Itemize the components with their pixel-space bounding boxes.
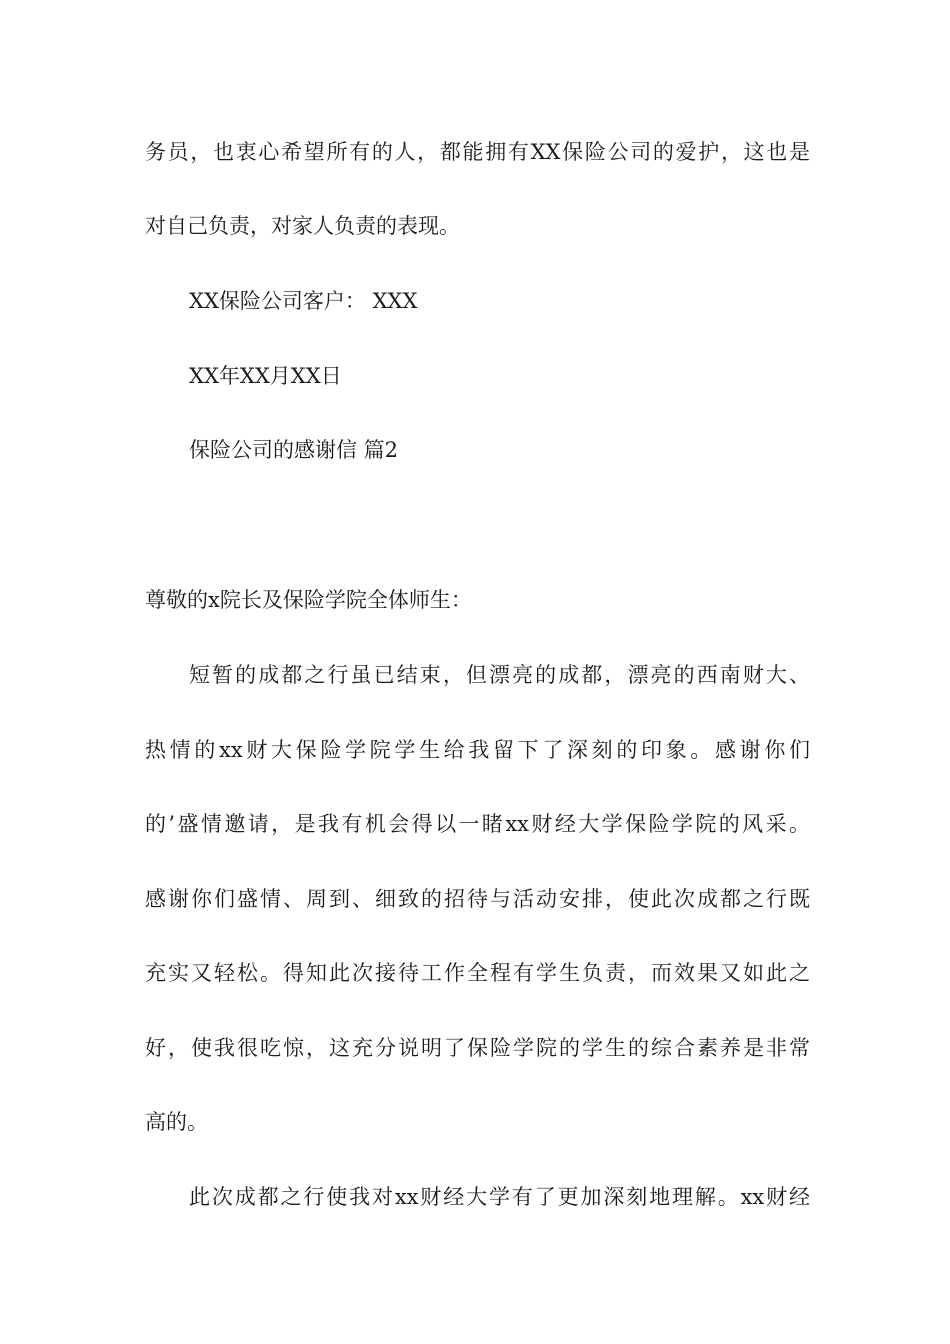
text-line: 充实又轻松。得知此次接待工作全程有学生负责，而效果又如此之 (145, 961, 810, 985)
text-line: 对自己负责，对家人负责的表现。 (145, 214, 460, 238)
salutation: 尊敬的x院长及保险学院全体师生： (145, 588, 472, 612)
section-title: 保险公司的感谢信 篇2 (189, 438, 399, 462)
signature-date: XX年XX月XX日 (189, 364, 342, 388)
text-line: 短暂的成都之行虽已结束，但漂亮的成都，漂亮的西南财大、 (189, 663, 810, 687)
text-line: 此次成都之行使我对xx财经大学有了更加深刻地理解。xx财经 (189, 1185, 810, 1209)
text-line: 的’盛情邀请，是我有机会得以一睹xx财经大学保险学院的风采。 (145, 812, 810, 836)
text-line: 高的。 (145, 1110, 208, 1134)
text-line: 务员，也衷心希望所有的人，都能拥有XX保险公司的爱护，这也是 (145, 140, 810, 164)
text-line: 好，使我很吃惊，这充分说明了保险学院的学生的综合素养是非常 (145, 1036, 810, 1060)
text-line: 感谢你们盛情、周到、细致的招待与活动安排，使此次成都之行既 (145, 887, 810, 911)
text-line: 热情的xx财大保险学院学生给我留下了深刻的印象。感谢你们 (145, 738, 810, 762)
signature-customer: XX保险公司客户： XXX (189, 289, 418, 313)
